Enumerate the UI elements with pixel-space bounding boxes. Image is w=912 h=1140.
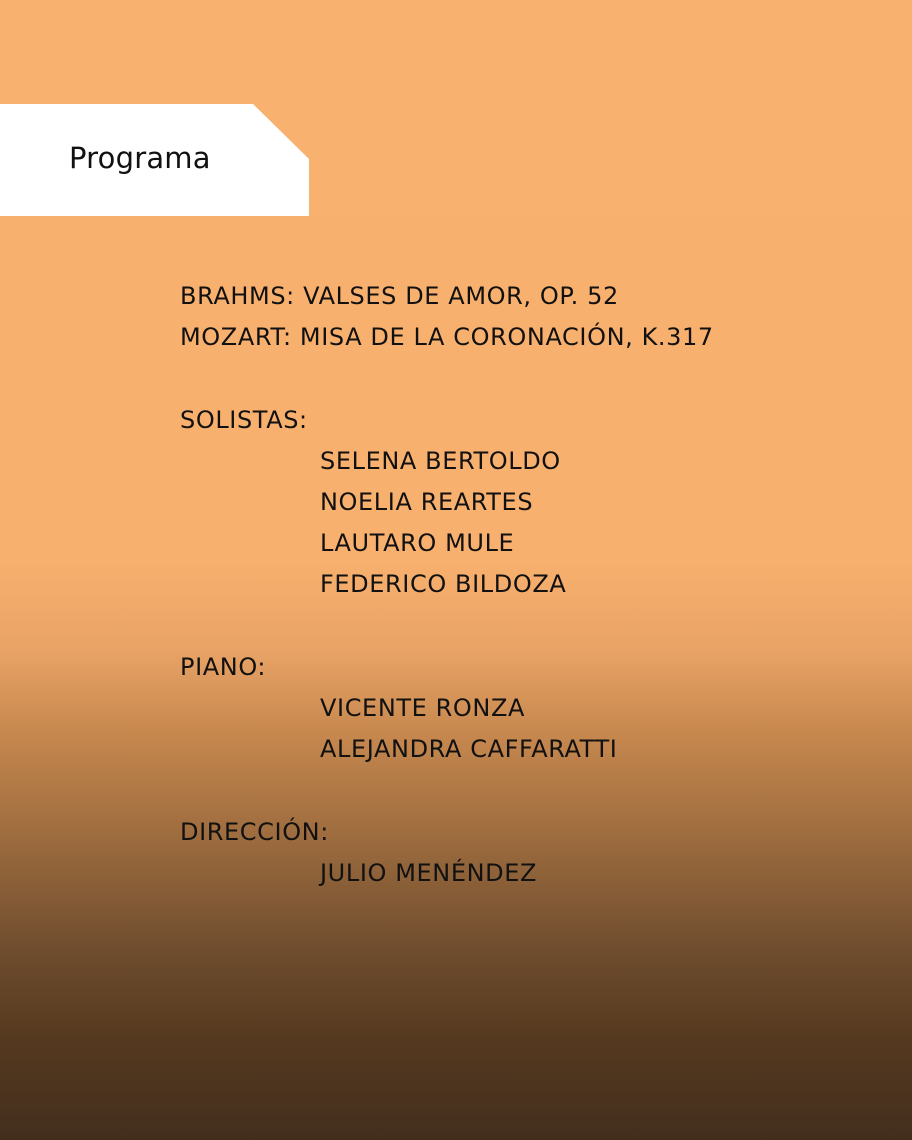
work-item: MOZART: MISA DE LA CORONACIÓN, K.317	[180, 323, 714, 351]
soloist-name: SELENA BERTOLDO	[320, 447, 561, 475]
pianist-name: ALEJANDRA CAFFARATTI	[320, 735, 618, 763]
section-label-direction: DIRECCIÓN:	[180, 818, 329, 846]
pianist-name: VICENTE RONZA	[320, 694, 526, 722]
soloist-name: FEDERICO BILDOZA	[320, 570, 567, 598]
soloist-name: LAUTARO MULE	[320, 529, 515, 557]
section-label-soloists: SOLISTAS:	[180, 406, 308, 434]
director-name: JULIO MENÉNDEZ	[320, 859, 538, 887]
work-item: BRAHMS: VALSES DE AMOR, OP. 52	[180, 282, 619, 310]
section-label-piano: PIANO:	[180, 653, 267, 681]
page-title: Programa	[69, 141, 211, 175]
soloist-name: NOELIA REARTES	[320, 488, 534, 516]
